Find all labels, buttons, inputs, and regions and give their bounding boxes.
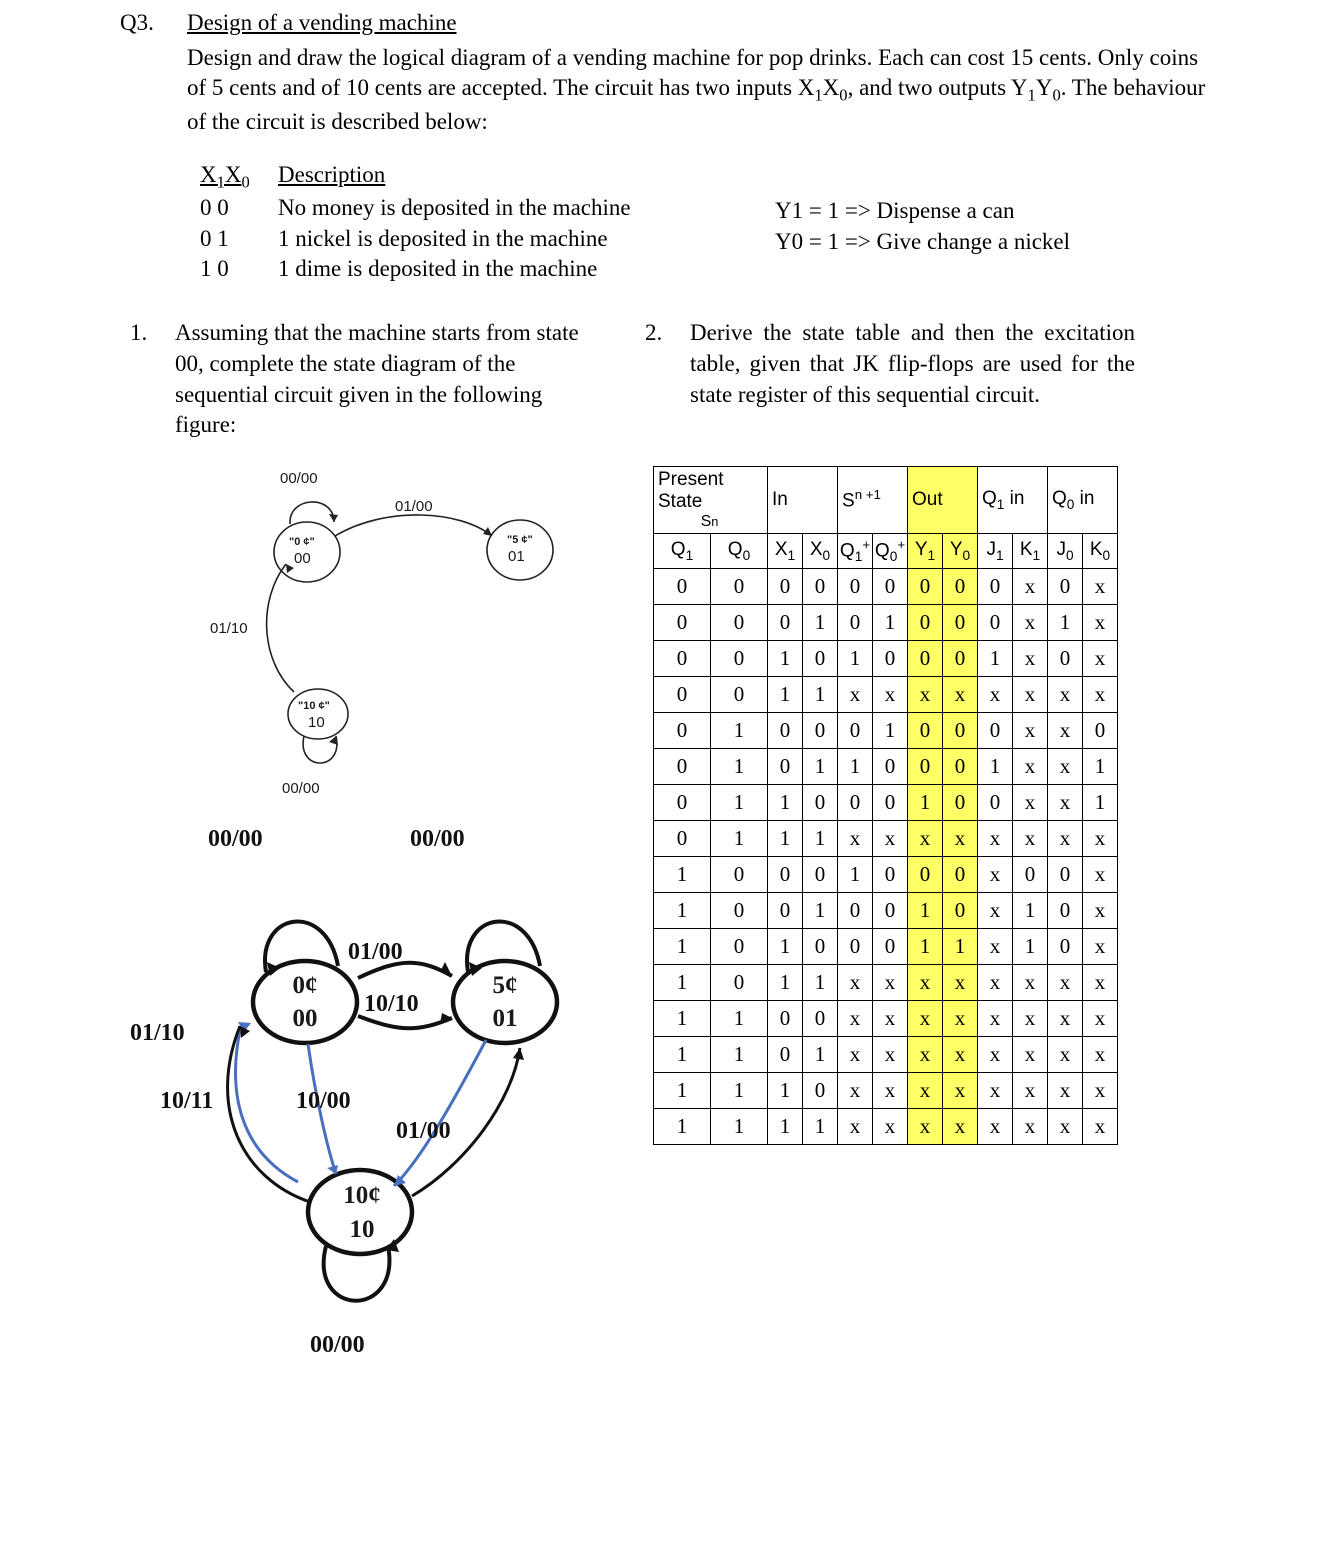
table-cell: 0 (838, 605, 873, 641)
description-text: 1 dime is deposited in the machine (278, 256, 598, 282)
table-cell: 1 (803, 893, 838, 929)
table-cell: 1 (654, 965, 711, 1001)
table-cell: x (1083, 1109, 1118, 1145)
table-cell: x (943, 965, 978, 1001)
table-row (654, 749, 1118, 785)
table-cell: x (1048, 677, 1083, 713)
table-cell: 0 (768, 749, 803, 785)
table-cell: 1 (711, 1001, 768, 1037)
task-2-text: Derive the state table and then the excitation table, given that JK flip-flops are used for the state register of this sequential circuit. (690, 320, 1135, 407)
table-cell: 1 (873, 605, 908, 641)
table-cell: x (873, 1037, 908, 1073)
table-cell: 0 (873, 929, 908, 965)
transition-label-hw-00-00-left: 00/00 (208, 826, 263, 852)
table-cell: 1 (838, 749, 873, 785)
table-cell: x (943, 1001, 978, 1037)
table-cell: x (1013, 1109, 1048, 1145)
table-cell: 0 (654, 749, 711, 785)
table-cell: 1 (978, 641, 1013, 677)
transition-label-hw-00-00-bottom: 00/00 (310, 1332, 365, 1358)
table-cell: 0 (943, 605, 978, 641)
table-cell: 0 (803, 1001, 838, 1037)
table-row (654, 713, 1118, 749)
table-cell: x (873, 821, 908, 857)
description-header-row (200, 160, 708, 193)
col-header-j0: $J_0$ (1048, 534, 1083, 569)
table-cell: 0 (943, 749, 978, 785)
description-code: 1 0 (200, 256, 229, 282)
table-cell: 0 (873, 857, 908, 893)
table-cell: 0 (768, 1037, 803, 1073)
table-cell: x (978, 677, 1013, 713)
state-hw-10c-name: 10¢ (343, 1182, 381, 1209)
description-code: 0 1 (200, 225, 229, 251)
transition-label-hw-01-00-top: 01/00 (348, 939, 403, 965)
table-row (654, 1001, 1118, 1037)
table-cell: 0 (908, 641, 943, 677)
state-diagram (120, 460, 640, 1370)
state-printed-10-sublabel: "10 ¢" (298, 700, 330, 712)
state-printed-10-label: 10 (308, 714, 325, 731)
table-cell: 0 (1013, 857, 1048, 893)
table-cell: 0 (803, 713, 838, 749)
col-header-x1: $X_1$ (768, 534, 803, 569)
table-cell: 1 (908, 785, 943, 821)
table-cell: 0 (908, 569, 943, 605)
table-cell: 0 (654, 677, 711, 713)
table-cell: x (908, 965, 943, 1001)
description-table (200, 160, 708, 285)
table-cell: x (1083, 641, 1118, 677)
table-cell: 1 (1013, 893, 1048, 929)
table-row (654, 965, 1118, 1001)
table-cell: x (1083, 893, 1118, 929)
col-header-k0: $K_0$ (1083, 534, 1118, 569)
table-cell: 0 (768, 857, 803, 893)
description-row (200, 193, 708, 223)
table-cell: x (1083, 857, 1118, 893)
table-cell: 0 (1048, 641, 1083, 677)
table-row (654, 893, 1118, 929)
excitation-table (653, 466, 1118, 1145)
table-cell: 1 (768, 821, 803, 857)
table-cell: 1 (1013, 929, 1048, 965)
table-cell: 1 (803, 677, 838, 713)
table-cell: x (1048, 785, 1083, 821)
table-cell: 0 (768, 605, 803, 641)
table-cell: 0 (803, 641, 838, 677)
table-cell: 0 (803, 785, 838, 821)
table-cell: x (1013, 1073, 1048, 1109)
table-cell: x (978, 821, 1013, 857)
table-cell: 0 (711, 677, 768, 713)
header-present-state-sub: Sn (700, 513, 719, 530)
description-text: 1 nickel is deposited in the machine (278, 225, 608, 251)
table-cell: x (978, 1001, 1013, 1037)
output-y0-description: Y0 = 1 => Give change a nickel (775, 229, 1071, 254)
question-body: Design and draw the logical diagram of a vending machine for pop drinks. Each can cost 15 cents. Only coins of 5 cents and of 10 cents are accepted. The circuit has two inputs $X_1X_0$, and two outputs $Y_1Y_0$. The behaviour of the circuit is described below: (187, 45, 1206, 134)
table-cell: 1 (654, 1109, 711, 1145)
table-cell: 0 (768, 569, 803, 605)
state-hw-10c-code: 10 (349, 1216, 375, 1243)
table-cell: 1 (838, 641, 873, 677)
table-cell: x (1013, 1001, 1048, 1037)
state-hw-0c-name: 0¢ (292, 972, 318, 999)
header-present-state-text: Present State (658, 469, 724, 512)
table-cell: 0 (711, 857, 768, 893)
task-1-text: Assuming that the machine starts from state 00, complete the state diagram of the sequential circuit given in the following figure: (175, 320, 579, 438)
table-cell: 0 (654, 605, 711, 641)
header-present-state (654, 467, 768, 534)
header-in: In (768, 467, 838, 534)
table-cell: x (838, 1001, 873, 1037)
col-header-y0: $Y_0$ (943, 534, 978, 569)
table-cell: 0 (711, 965, 768, 1001)
state-hw-5c-name: 5¢ (492, 972, 518, 999)
table-cell: x (1083, 929, 1118, 965)
table-cell: 1 (711, 1109, 768, 1145)
table-cell: x (978, 857, 1013, 893)
table-row (654, 785, 1118, 821)
table-cell: x (838, 1037, 873, 1073)
table-row (654, 857, 1118, 893)
table-cell: 1 (711, 1037, 768, 1073)
table-cell: 1 (978, 749, 1013, 785)
table-cell: 1 (654, 893, 711, 929)
question-title: Design of a vending machine (187, 10, 457, 35)
table-cell: x (943, 1109, 978, 1145)
table-cell: 0 (908, 605, 943, 641)
transition-label-printed-01-10: 01/10 (210, 620, 248, 637)
table-cell: x (1013, 821, 1048, 857)
table-row (654, 641, 1118, 677)
transition-label-hw-01-00-lower: 01/00 (396, 1118, 451, 1144)
table-cell: x (1013, 641, 1048, 677)
state-printed-00-label: 00 (294, 550, 311, 567)
table-cell: x (873, 1073, 908, 1109)
table-cell: x (1083, 1037, 1118, 1073)
table-cell: x (908, 1037, 943, 1073)
col-header-q1: $Q_1$ (654, 534, 711, 569)
table-cell: 0 (711, 929, 768, 965)
table-cell: 1 (768, 785, 803, 821)
table-cell: x (1048, 1073, 1083, 1109)
table-cell: x (978, 929, 1013, 965)
col-header-q0-next: $Q_0^+$ (873, 534, 908, 569)
table-cell: 1 (711, 1073, 768, 1109)
table-cell: 0 (978, 785, 1013, 821)
table-cell: 1 (768, 677, 803, 713)
table-cell: x (1048, 1109, 1083, 1145)
table-cell: x (908, 677, 943, 713)
state-printed-01-label: 01 (508, 548, 525, 565)
table-cell: 1 (803, 1109, 838, 1145)
table-cell: 1 (654, 857, 711, 893)
table-cell: 1 (768, 641, 803, 677)
table-cell: 0 (838, 713, 873, 749)
table-cell: 0 (654, 641, 711, 677)
table-cell: x (908, 821, 943, 857)
table-cell: x (1083, 965, 1118, 1001)
table-cell: x (978, 893, 1013, 929)
table-cell: 1 (838, 857, 873, 893)
table-cell: 0 (873, 785, 908, 821)
table-cell: 0 (711, 605, 768, 641)
col-header-y1: $Y_1$ (908, 534, 943, 569)
table-cell: 1 (654, 1037, 711, 1073)
output-y1-description: Y1 = 1 => Dispense a can (775, 198, 1015, 223)
table-cell: x (838, 965, 873, 1001)
col-header-q0: $Q_0$ (711, 534, 768, 569)
table-cell: 1 (768, 965, 803, 1001)
header-q0-in: $Q_0$ in (1048, 467, 1118, 534)
state-printed-00-sublabel: "0 ¢" (289, 536, 315, 548)
table-cell: x (1013, 749, 1048, 785)
state-hw-0c-code: 00 (292, 1005, 318, 1032)
table-cell: 0 (978, 569, 1013, 605)
header-q1-in: $Q_1$ in (978, 467, 1048, 534)
table-row (654, 929, 1118, 965)
transition-label-hw-10-10: 10/10 (364, 991, 419, 1017)
table-cell: 1 (943, 929, 978, 965)
table-cell: x (978, 1037, 1013, 1073)
table-cell: 0 (803, 857, 838, 893)
transition-label-printed-01-00: 01/00 (395, 498, 433, 515)
table-cell: 1 (1083, 785, 1118, 821)
table-cell: x (1013, 713, 1048, 749)
table-cell: 0 (943, 713, 978, 749)
description-row (200, 254, 708, 284)
transition-label-printed-00-00-bottom: 00/00 (282, 780, 320, 797)
table-cell: 0 (1048, 857, 1083, 893)
table-cell: 1 (1048, 605, 1083, 641)
table-cell: 1 (711, 821, 768, 857)
table-cell: x (873, 1001, 908, 1037)
table-cell: 0 (873, 569, 908, 605)
header-out: Out (908, 467, 978, 534)
table-cell: 0 (768, 1001, 803, 1037)
table-cell: x (908, 1001, 943, 1037)
table-cell: 1 (711, 749, 768, 785)
table-row (654, 1073, 1118, 1109)
table-cell: x (838, 1109, 873, 1145)
table-cell: 0 (908, 713, 943, 749)
table-cell: x (1048, 1037, 1083, 1073)
table-cell: x (838, 821, 873, 857)
table-cell: 0 (978, 713, 1013, 749)
table-cell: x (943, 677, 978, 713)
transition-label-hw-01-10: 01/10 (130, 1020, 185, 1046)
table-cell: 0 (873, 893, 908, 929)
table-row (654, 605, 1118, 641)
transition-label-hw-10-00: 10/00 (296, 1088, 351, 1114)
table-cell: x (1013, 1037, 1048, 1073)
table-cell: x (1083, 821, 1118, 857)
col-header-q1-next: $Q_1^+$ (838, 534, 873, 569)
description-code: 0 0 (200, 195, 229, 221)
table-group-header-row (654, 467, 1118, 534)
table-cell: 0 (873, 749, 908, 785)
state-hw-5c-code: 01 (492, 1005, 518, 1032)
table-cell: x (1013, 677, 1048, 713)
table-cell: 0 (943, 641, 978, 677)
table-cell: x (1013, 965, 1048, 1001)
transition-label-printed-00-00-top: 00/00 (280, 470, 318, 487)
table-cell: 0 (943, 857, 978, 893)
table-cell: 0 (711, 893, 768, 929)
table-cell: 0 (803, 929, 838, 965)
table-cell: 0 (838, 569, 873, 605)
table-cell: x (908, 1109, 943, 1145)
description-col2-header: Description (278, 162, 386, 187)
table-cell: 0 (943, 569, 978, 605)
table-cell: x (1048, 1001, 1083, 1037)
table-cell: 0 (908, 857, 943, 893)
table-cell: x (1083, 677, 1118, 713)
table-cell: 1 (711, 785, 768, 821)
table-cell: 1 (654, 929, 711, 965)
table-cell: x (1083, 605, 1118, 641)
table-cell: 0 (654, 785, 711, 821)
table-cell: x (908, 1073, 943, 1109)
table-cell: 0 (838, 785, 873, 821)
col-header-j1: $J_1$ (978, 534, 1013, 569)
table-cell: 0 (654, 821, 711, 857)
question-number: Q3. (120, 10, 154, 35)
task-2 (645, 318, 1135, 410)
table-cell: 1 (654, 1073, 711, 1109)
table-cell: 0 (1048, 569, 1083, 605)
table-cell: 1 (768, 929, 803, 965)
task-2-number: 2. (645, 320, 663, 345)
table-cell: 0 (768, 893, 803, 929)
table-cell: 0 (1083, 713, 1118, 749)
state-printed-01-sublabel: "5 ¢" (507, 534, 533, 546)
table-cell: 0 (803, 569, 838, 605)
table-cell: 1 (803, 1037, 838, 1073)
table-subheader-row (654, 534, 1118, 569)
table-cell: x (978, 1109, 1013, 1145)
description-text: No money is deposited in the machine (278, 195, 631, 221)
col-header-x0: $X_0$ (803, 534, 838, 569)
transition-label-hw-10-11: 10/11 (160, 1088, 214, 1114)
excitation-table-body (654, 569, 1118, 1145)
table-cell: x (1013, 569, 1048, 605)
task-1-number: 1. (130, 320, 148, 345)
table-cell: x (873, 965, 908, 1001)
table-cell: 1 (803, 965, 838, 1001)
table-cell: 0 (1048, 929, 1083, 965)
table-cell: x (838, 677, 873, 713)
table-cell: 1 (908, 929, 943, 965)
table-cell: 1 (654, 1001, 711, 1037)
table-row (654, 1037, 1118, 1073)
table-cell: 1 (803, 605, 838, 641)
table-cell: x (1048, 749, 1083, 785)
table-cell: 1 (803, 821, 838, 857)
table-cell: 0 (803, 1073, 838, 1109)
table-cell: 0 (654, 713, 711, 749)
table-row (654, 821, 1118, 857)
table-cell: 1 (908, 893, 943, 929)
excitation-table-wrap (653, 466, 1118, 1145)
description-col1-header: $X_1X_0$ (200, 162, 250, 192)
table-cell: 0 (654, 569, 711, 605)
table-cell: 0 (838, 929, 873, 965)
table-cell: 0 (978, 605, 1013, 641)
table-cell: 0 (943, 785, 978, 821)
table-cell: 0 (711, 641, 768, 677)
table-cell: x (943, 821, 978, 857)
table-cell: x (943, 1073, 978, 1109)
table-cell: x (1083, 1073, 1118, 1109)
transition-label-hw-00-00-right: 00/00 (410, 826, 465, 852)
table-cell: 0 (908, 749, 943, 785)
table-cell: 1 (1083, 749, 1118, 785)
table-cell: 1 (803, 749, 838, 785)
table-cell: x (1083, 1001, 1118, 1037)
table-cell: 0 (711, 569, 768, 605)
table-row (654, 569, 1118, 605)
table-cell: x (1013, 785, 1048, 821)
table-cell: 0 (943, 893, 978, 929)
table-cell: 0 (838, 893, 873, 929)
table-cell: 1 (711, 713, 768, 749)
table-cell: x (838, 1073, 873, 1109)
table-cell: x (873, 1109, 908, 1145)
table-cell: 1 (768, 1073, 803, 1109)
table-cell: x (978, 1073, 1013, 1109)
col-header-k1: $K_1$ (1013, 534, 1048, 569)
table-cell: 0 (768, 713, 803, 749)
table-cell: 0 (873, 641, 908, 677)
header-next-state: $S^{n +1}$ (838, 467, 908, 534)
table-cell: x (943, 1037, 978, 1073)
table-cell: x (978, 965, 1013, 1001)
table-row (654, 1109, 1118, 1145)
description-row (200, 224, 708, 254)
table-cell: x (873, 677, 908, 713)
table-cell: x (1048, 713, 1083, 749)
table-cell: 1 (873, 713, 908, 749)
task-1 (130, 318, 590, 441)
table-row (654, 677, 1118, 713)
table-cell: x (1048, 821, 1083, 857)
table-cell: x (1083, 569, 1118, 605)
table-cell: x (1013, 605, 1048, 641)
table-cell: 1 (768, 1109, 803, 1145)
table-cell: 0 (1048, 893, 1083, 929)
table-cell: x (1048, 965, 1083, 1001)
